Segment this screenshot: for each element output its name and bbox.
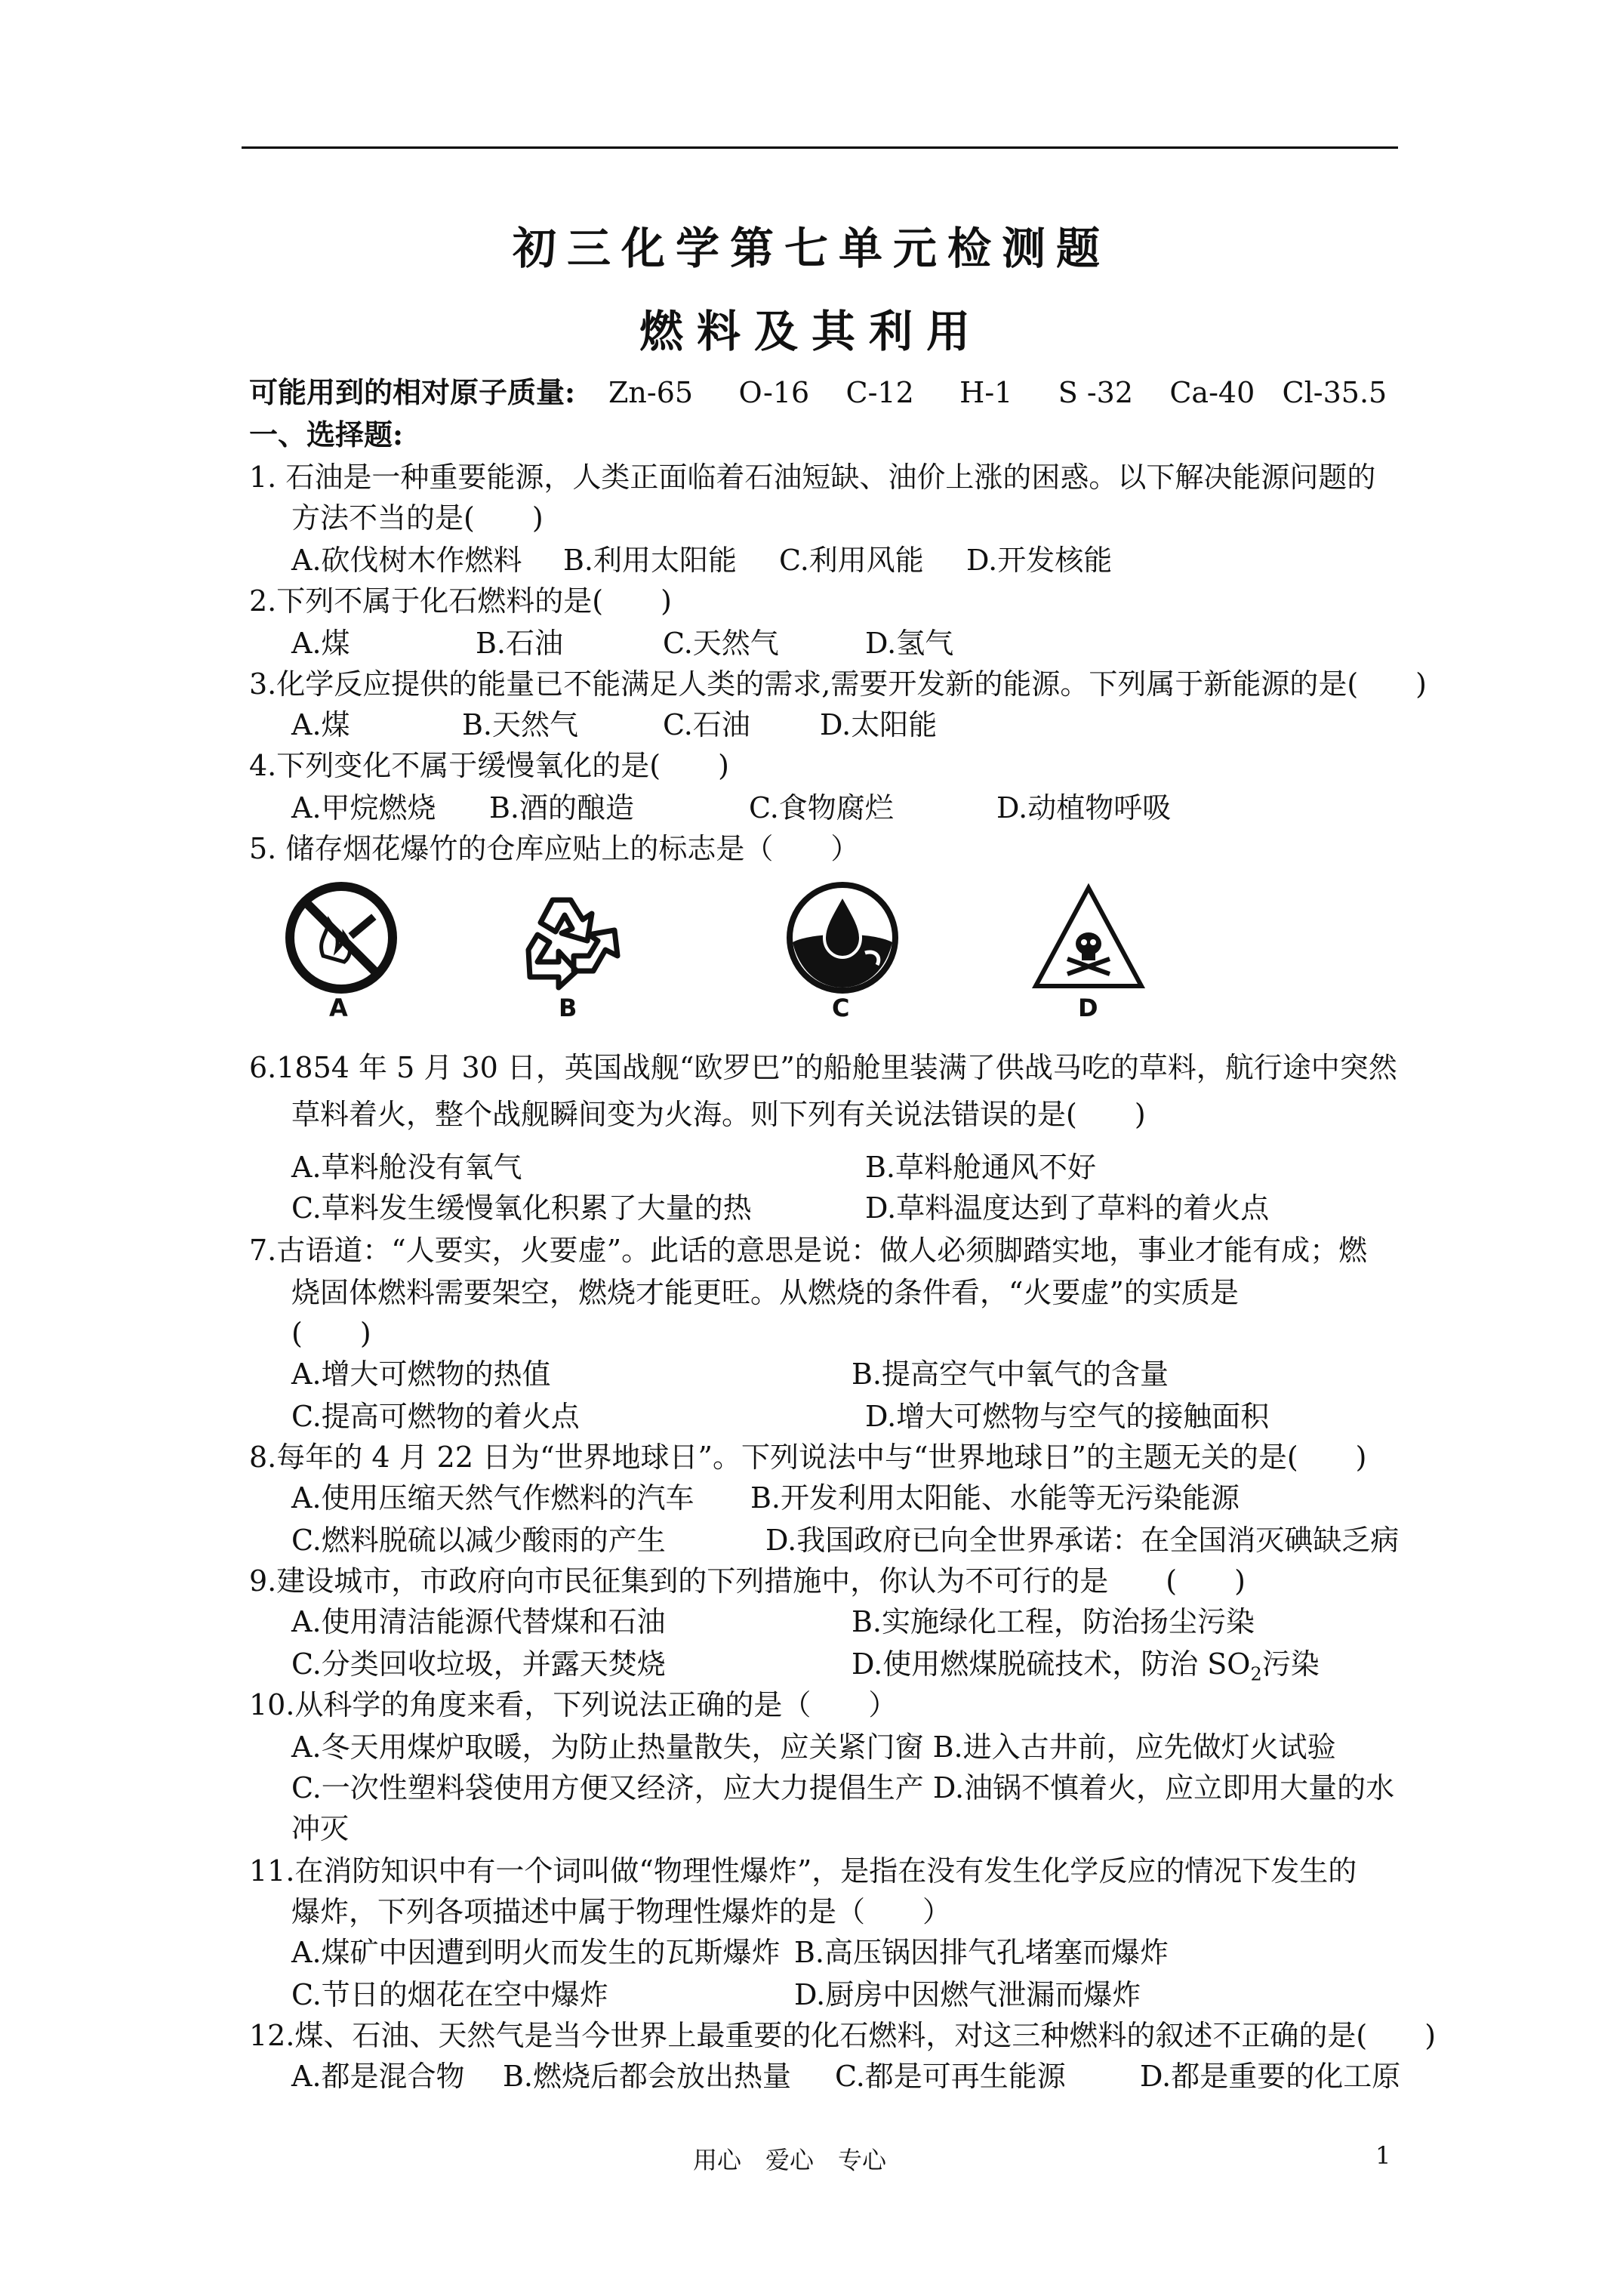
q9-option-d: D.使用燃煤脱硫技术，防治 $SO_2$污染 [852, 1647, 1320, 1685]
q6-option-b: B.草料舱通风不好 [865, 1151, 1097, 1184]
q2-option-d: D.氢气 [865, 627, 954, 660]
toxic-icon [1028, 877, 1149, 998]
recycle-icon [506, 877, 627, 998]
q5-label-d: D [1078, 994, 1098, 1022]
q4-option-c: C.食物腐烂 [749, 791, 894, 824]
q4-option-d: D.动植物呼吸 [996, 791, 1172, 824]
q7-option-a: A.增大可燃物的热值 [291, 1358, 551, 1391]
q2-option-c: C.天然气 [663, 627, 779, 660]
q2-option-b: B.石油 [476, 627, 564, 660]
q3-option-b: B.天然气 [462, 708, 579, 741]
q3-option-d: D.太阳能 [820, 708, 938, 741]
page-title: 初三化学第七单元检测题 [512, 223, 1110, 274]
q1-option-b: B.利用太阳能 [563, 544, 738, 577]
q1-option-d: D.开发核能 [966, 544, 1113, 577]
q12-option-b: B.燃烧后都会放出热量 [503, 2060, 792, 2093]
q10-options-cd-cont: 冲灭 [291, 1812, 350, 1845]
q11-stem-cont: 爆炸，下列各项描述中属于物理性爆炸的是（ ） [291, 1895, 952, 1928]
q5-label-b: B [559, 994, 577, 1022]
section-heading: 一、选择题: [249, 418, 404, 451]
q4-stem: 4.下列变化不属于缓慢氧化的是( ) [249, 749, 729, 782]
q12-stem: 12.煤、石油、天然气是当今世界上最重要的化石燃料，对这三种燃料的叙述不正确的是( ) [249, 2019, 1437, 2052]
q9-option-c: C.分类回收垃圾，并露天焚烧 [291, 1647, 666, 1681]
q7-option-b: B.提高空气中氧气的含量 [852, 1358, 1169, 1391]
q1-option-c: C.利用风能 [779, 544, 924, 577]
q9-option-a: A.使用清洁能源代替煤和石油 [291, 1605, 666, 1638]
q1-stem: 1. 石油是一种重要能源，人类正面临着石油短缺、油价上涨的困惑。以下解决能源问题的 [249, 461, 1376, 494]
q11-option-d: D.厨房中因燃气泄漏而爆炸 [794, 1978, 1141, 2011]
q8-option-a: A.使用压缩天然气作燃料的汽车 [291, 1481, 694, 1515]
q12-option-d: D.都是重要的化工原 [1140, 2060, 1401, 2093]
q10-options-ab: A.冬天用煤炉取暖，为防止热量散失，应关紧门窗 B.进入古井前，应先做灯火试验 [291, 1730, 1336, 1764]
water-saving-icon [782, 877, 903, 998]
q9-option-b: B.实施绿化工程，防治扬尘污染 [852, 1605, 1255, 1638]
q3-option-a: A.煤 [291, 708, 350, 741]
q7-stem-cont: 烧固体燃料需要架空，燃烧才能更旺。从燃烧的条件看，“火要虚”的实质是 [291, 1276, 1239, 1309]
page-number: 1 [1375, 2141, 1391, 2170]
no-fire-icon [281, 877, 402, 998]
q9-stem: 9.建设城市，市政府向市民征集到的下列措施中，你认为不可行的是 ( ) [249, 1564, 1246, 1598]
q7-option-c: C.提高可燃物的着火点 [291, 1400, 580, 1433]
q2-option-a: A.煤 [291, 627, 350, 660]
q12-option-a: A.都是混合物 [291, 2060, 465, 2093]
page-footer: 用心 爱心 专心 [693, 2146, 887, 2174]
q1-stem-cont: 方法不当的是( ) [291, 501, 544, 535]
q3-option-c: C.石油 [663, 708, 750, 741]
q11-option-a: A.煤矿中因遭到明火而发生的瓦斯爆炸 [291, 1936, 781, 1969]
q6-option-c: C.草料发生缓慢氧化积累了大量的热 [291, 1191, 752, 1225]
q12-option-c: C.都是可再生能源 [835, 2060, 1066, 2093]
q4-option-b: B.酒的酿造 [489, 791, 635, 824]
q4-option-a: A.甲烷燃烧 [291, 791, 436, 824]
q5-label-a: A [329, 994, 348, 1022]
q5-stem: 5. 储存烟花爆竹的仓库应贴上的标志是（ ） [249, 832, 860, 865]
q10-options-cd: C.一次性塑料袋使用方便又经济，应大力提倡生产 D.油锅不慎着火，应立即用大量的水 [291, 1771, 1395, 1804]
q3-stem: 3.化学反应提供的能量已不能满足人类的需求,需要开发新的能源。下列属于新能源的是( ) [249, 667, 1427, 701]
q10-stem: 10.从科学的角度来看，下列说法正确的是（ ） [249, 1688, 898, 1721]
q11-stem: 11.在消防知识中有一个词叫做“物理性爆炸”，是指在没有发生化学反应的情况下发生的 [249, 1854, 1357, 1888]
q8-option-d: D.我国政府已向全世界承诺：在全国消灭碘缺乏病 [765, 1524, 1400, 1557]
q6-stem-cont: 草料着火，整个战舰瞬间变为火海。则下列有关说法错误的是( ) [291, 1098, 1146, 1131]
q8-option-c: C.燃料脱硫以减少酸雨的产生 [291, 1524, 666, 1557]
q7-stem-paren: ( ) [291, 1317, 371, 1350]
q7-option-d: D.增大可燃物与空气的接触面积 [865, 1400, 1270, 1433]
atomic-mass-label: 可能用到的相对原子质量: [249, 375, 576, 409]
q6-option-d: D.草料温度达到了草料的着火点 [865, 1191, 1270, 1225]
header-rule [242, 146, 1398, 149]
q8-option-b: B.开发利用太阳能、水能等无污染能源 [750, 1481, 1240, 1515]
q2-stem: 2.下列不属于化石燃料的是( ) [249, 584, 672, 618]
q11-option-c: C.节日的烟花在空中爆炸 [291, 1978, 608, 2011]
q11-option-b: B.高压锅因排气孔堵塞而爆炸 [794, 1936, 1169, 1969]
atomic-mass-values: Zn-65 O-16 C-12 H-1 S -32 Ca-40 Cl-35.5 [608, 376, 1387, 409]
q1-option-a: A.砍伐树木作燃料 [291, 544, 522, 577]
q7-stem: 7.古语道：“人要实，火要虚”。此话的意思是说：做人必须脚踏实地，事业才能有成；燃 [249, 1234, 1368, 1267]
q5-label-c: C [832, 994, 850, 1022]
q6-option-a: A.草料舱没有氧气 [291, 1151, 522, 1184]
q8-stem: 8.每年的 4 月 22 日为“世界地球日”。下列说法中与“世界地球日”的主题无关的是( ) [249, 1441, 1367, 1474]
q6-stem: 6.1854 年 5 月 30 日，英国战舰“欧罗巴”的船舱里装满了供战马吃的草料，航行途中突然 [249, 1051, 1397, 1084]
page-subtitle: 燃料及其利用 [639, 306, 984, 357]
